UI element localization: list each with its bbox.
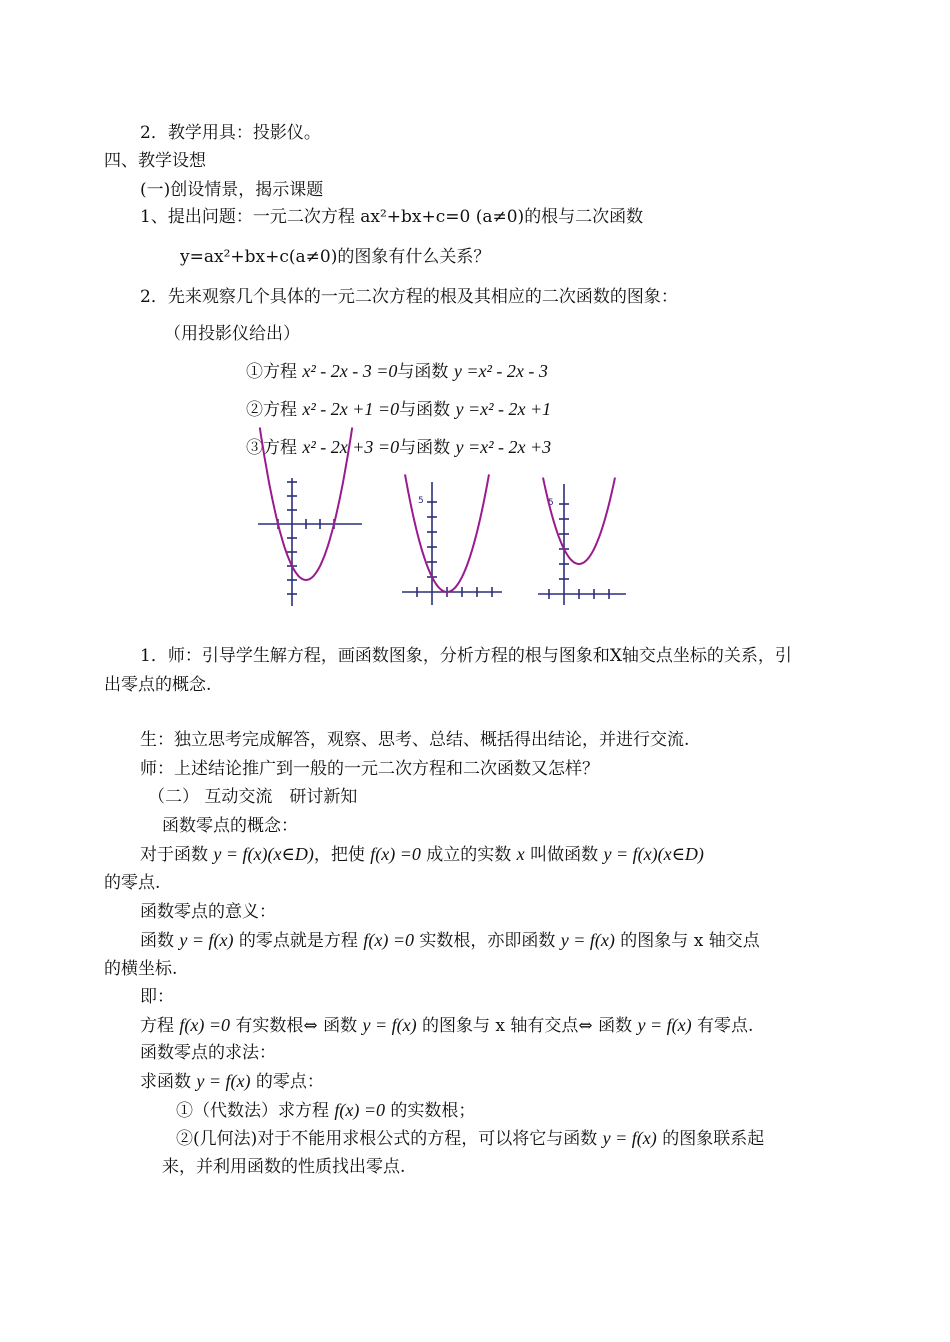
find-text-a: 求函数 (140, 1072, 197, 1092)
meaning-line-2: 的横坐标. (104, 959, 178, 979)
method-1 (176, 1099, 475, 1122)
e-text-c: 的图象与 x 轴有交点⇔ 函数 (416, 1016, 638, 1036)
function-expr: y =x² - 2x +3 (455, 437, 552, 457)
q1-line2-formula: y=ax²+bx+c(a≠0) (180, 247, 338, 267)
function-label: 与函数 (399, 438, 451, 458)
subsection-heading-1: (一)创设情景，揭示课题 (140, 180, 324, 200)
teaching-tools: 2．教学用具：投影仪。 (140, 123, 321, 143)
question-2: 2．先来观察几个具体的一元二次方程的根及其相应的二次函数的图象： (140, 287, 678, 307)
q1-line2-text: 的图象有什么关系？ (337, 247, 491, 267)
equation-expr: x² - 2x +1 =0 (302, 399, 400, 419)
function-expr: y =x² - 2x - 3 (453, 361, 548, 381)
equation-label: 方程 (263, 362, 297, 382)
equation-number: ② (246, 400, 263, 420)
meaning-line-1 (140, 929, 760, 952)
equation-number: ③ (246, 438, 263, 458)
m-text-d: 的图象与 x 轴交点 (614, 931, 760, 951)
ji-label: 即： (140, 987, 174, 1007)
m1-formula: f(x) =0 (334, 1100, 386, 1120)
def-formula-3: y = f(x)(x∈D) (603, 844, 704, 864)
find-formula: y = f(x) (196, 1071, 251, 1091)
m2-text-a: ②(几何法)对于不能用求根公式的方程，可以将它与函数 (176, 1129, 603, 1149)
def-text-d: 叫做函数 (524, 845, 604, 865)
m-text-a: 函数 (140, 931, 180, 951)
question-2-note: （用投影仪给出） (164, 324, 300, 344)
method-2-line-1 (176, 1127, 764, 1150)
function-label: 与函数 (397, 362, 449, 382)
e-formula-3: y = f(x) (637, 1015, 692, 1035)
equation-expr: x² - 2x +3 =0 (302, 437, 400, 457)
e-text-b: 有实数根⇔ 函数 (230, 1016, 363, 1036)
def-var-x: x (516, 844, 525, 864)
def-text-b: ，把使 (313, 845, 371, 865)
m2-formula: y = f(x) (602, 1128, 657, 1148)
function-label: 与函数 (399, 400, 451, 420)
concept-title: 函数零点的概念： (162, 816, 298, 836)
equation-expr: x² - 2x - 3 =0 (302, 361, 398, 381)
e-text-a: 方程 (140, 1016, 180, 1036)
m-formula-1: y = f(x) (179, 930, 234, 950)
m-text-c: 实数根，亦即函数 (413, 931, 561, 951)
m1-text-a: ①（代数法）求方程 (176, 1101, 335, 1121)
e-text-d: 有零点. (691, 1016, 754, 1036)
equivalence-line (140, 1014, 753, 1037)
m-text-b: 的零点就是方程 (233, 931, 364, 951)
m-formula-3: y = f(x) (560, 930, 615, 950)
method-title: 函数零点的求法： (140, 1043, 276, 1063)
def-text-a: 对于函数 (140, 845, 214, 865)
method-2-line-2: 来，并利用函数的性质找出零点. (162, 1157, 406, 1177)
q1-text-a: 1、提出问题：一元二次方程 (140, 207, 361, 227)
y-tick-label: 5 (548, 498, 554, 508)
m2-text-b: 的图象联系起 (656, 1129, 765, 1149)
def-text-c: 成立的实数 (420, 845, 517, 865)
paragraph-student: 生：独立思考完成解答，观察、思考、总结、概括得出结论，并进行交流. (140, 730, 690, 750)
m1-text-b: 的实数根； (385, 1101, 476, 1121)
equation-number: ① (246, 362, 263, 382)
definition-line-2: 的零点. (104, 873, 161, 893)
e-formula-2: y = f(x) (362, 1015, 417, 1035)
paragraph-teacher-2: 师：上述结论推广到一般的一元二次方程和二次函数又怎样？ (140, 759, 599, 779)
meaning-title: 函数零点的意义： (140, 902, 276, 922)
y-tick-label: 5 (418, 496, 424, 506)
definition-line-1 (140, 843, 704, 866)
q1-text-b: 的根与二次函数 (524, 207, 644, 227)
equation-label: 方程 (263, 438, 297, 458)
def-formula-1: y = f(x)(x∈D) (213, 844, 314, 864)
q1-formula: ax²+bx+c=0 (a≠0) (360, 207, 525, 227)
section-heading: 四、教学设想 (104, 151, 206, 171)
paragraph-teacher-1: 1．师：引导学生解方程，画函数图象，分析方程的根与图象和X轴交点坐标的关系，引 (140, 646, 792, 666)
paragraph-teacher-1-cont: 出零点的概念. (104, 675, 212, 695)
m-formula-2: f(x) =0 (363, 930, 414, 950)
find-zeros-line (140, 1070, 324, 1093)
e-formula-1: f(x) =0 (179, 1015, 231, 1035)
subsection-heading-2: （二） 互动交流 研讨新知 (148, 787, 358, 807)
def-formula-2: f(x) =0 (370, 844, 421, 864)
function-expr: y =x² - 2x +1 (455, 399, 552, 419)
find-text-b: 的零点： (250, 1072, 324, 1092)
equation-label: 方程 (263, 400, 297, 420)
parabola-curve (543, 478, 615, 564)
